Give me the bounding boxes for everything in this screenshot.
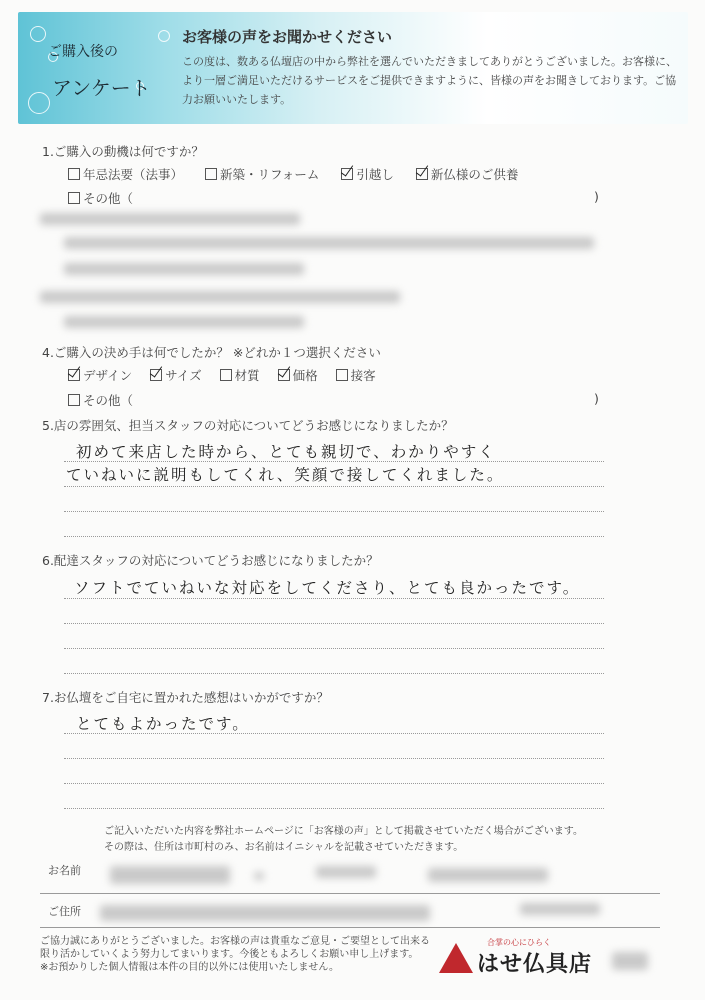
- answer-line: [64, 486, 604, 487]
- q4-option-size[interactable]: サイズ: [150, 366, 202, 384]
- footer-line-3: ※お預かりした個人情報は本件の目的以外には使用いたしません。: [40, 962, 339, 973]
- redacted-field: [316, 866, 376, 878]
- question-6: 6.配達スタッフの対応についてどうお感じになりましたか？: [42, 553, 379, 568]
- name-label: お名前: [48, 864, 81, 877]
- question-7: 7.お仏壇をご自宅に置かれた感想はいかがですか？: [42, 690, 329, 705]
- field-line: [40, 927, 660, 928]
- redacted-options: [64, 263, 304, 275]
- footer-line-1: ご協力誠にありがとうございました。お客様の声は貴重なご意見・ご要望として出来る: [40, 936, 430, 947]
- answer-line: [64, 673, 604, 674]
- answer-line: [64, 733, 604, 734]
- answer-line: [64, 536, 604, 537]
- q5-answer-line-2: ていねいに説明もしてくれ、笑顔で接してくれました。: [66, 466, 505, 484]
- q1-option-memorial[interactable]: 年忌法要（法事）: [68, 165, 183, 183]
- bubble-decoration: [28, 92, 50, 114]
- redacted-address: [100, 905, 430, 921]
- redacted-address-extra: [520, 903, 600, 915]
- footer-line-2: 限り活かしていくよう努力してまいります。今後ともよろしくお願い申し上げます。: [40, 949, 419, 960]
- logo-mark-icon: [439, 943, 473, 973]
- q6-answer: ソフトでていねいな対応をしてくださり、とても良かったです。: [74, 579, 581, 597]
- checkbox[interactable]: [336, 369, 348, 381]
- company-logo: [437, 937, 633, 977]
- q1-options: [68, 165, 536, 183]
- answer-line: [64, 648, 604, 649]
- survey-heading: お客様の声をお聞かせください: [182, 28, 393, 46]
- checkbox-checked[interactable]: [416, 168, 428, 180]
- q1-other-close: ): [594, 189, 599, 204]
- consent-text-2: その際は、住所は市町村のみ、お名前はイニシャルを記載させていただきます。: [104, 842, 464, 853]
- q5-answer-line-1: 初めて来店した時から、とても親切で、わかりやすく: [76, 443, 496, 461]
- redacted-options: [64, 237, 594, 249]
- logo-tagline: 合掌の心にひらく: [487, 938, 551, 947]
- q4-options: [68, 366, 390, 384]
- q1-option-newbuddha[interactable]: 新仏様のご供養: [416, 165, 519, 183]
- q4-option-material[interactable]: 材質: [220, 366, 260, 384]
- address-label: ご住所: [48, 905, 81, 918]
- redacted-stamp: [612, 952, 648, 970]
- answer-line: [64, 783, 604, 784]
- q1-option-newhouse[interactable]: 新築・リフォーム: [205, 165, 319, 183]
- redacted-question: [40, 291, 400, 303]
- answer-line: [64, 461, 604, 462]
- consent-text-1: ご記入いただいた内容を弊社ホームページに「お客様の声」として掲載させていただく場合がございます。: [104, 826, 583, 837]
- question-1: 1.ご購入の動機は何ですか？: [42, 144, 204, 159]
- q4-option-design[interactable]: デザイン: [68, 366, 132, 384]
- checkbox[interactable]: [68, 192, 80, 204]
- checkbox[interactable]: [68, 168, 80, 180]
- question-5: 5.店の雰囲気、担当スタッフの対応についてどうお感じになりましたか？: [42, 418, 454, 433]
- checkbox-checked[interactable]: [341, 168, 353, 180]
- checkbox-checked[interactable]: [150, 369, 162, 381]
- checkbox[interactable]: [68, 394, 80, 406]
- survey-intro: この度は、数ある仏壇店の中から弊社を選んでいただきましてありがとうございました。お客様に、より一層ご満足いただけるサービスをご提供できますように、皆様の声をお聞きしております。ご協力お願いいたします。: [182, 55, 677, 106]
- q1-other[interactable]: その他（: [68, 189, 133, 207]
- checkbox-checked[interactable]: [278, 369, 290, 381]
- redacted-question: [40, 213, 300, 225]
- survey-title-small: ご購入後の: [48, 44, 118, 60]
- q4-other-close: ): [594, 391, 599, 406]
- answer-line: [64, 758, 604, 759]
- answer-line: [64, 623, 604, 624]
- redacted-options: [64, 316, 304, 328]
- redacted-phone: [428, 868, 548, 882]
- redacted-mark: [254, 872, 264, 880]
- question-4: 4.ご購入の決め手は何でしたか？ ※どれか１つ選択ください: [42, 345, 381, 360]
- logo-name: はせ仏具店: [477, 952, 593, 977]
- checkbox[interactable]: [205, 168, 217, 180]
- q4-other[interactable]: その他（: [68, 391, 133, 409]
- redacted-name: [110, 866, 230, 884]
- q4-option-service[interactable]: 接客: [336, 366, 376, 384]
- bubble-decoration: [30, 26, 46, 42]
- field-line: [40, 893, 660, 894]
- survey-title: アンケート: [52, 76, 151, 100]
- q1-option-moving[interactable]: 引越し: [341, 165, 394, 183]
- answer-line: [64, 808, 604, 809]
- footer-note: [40, 935, 430, 974]
- bubble-decoration: [158, 30, 170, 42]
- answer-line: [64, 598, 604, 599]
- q7-answer: とてもよかったです。: [76, 715, 250, 733]
- q4-option-price[interactable]: 価格: [278, 366, 318, 384]
- answer-line: [64, 511, 604, 512]
- checkbox[interactable]: [220, 369, 232, 381]
- checkbox-checked[interactable]: [68, 369, 80, 381]
